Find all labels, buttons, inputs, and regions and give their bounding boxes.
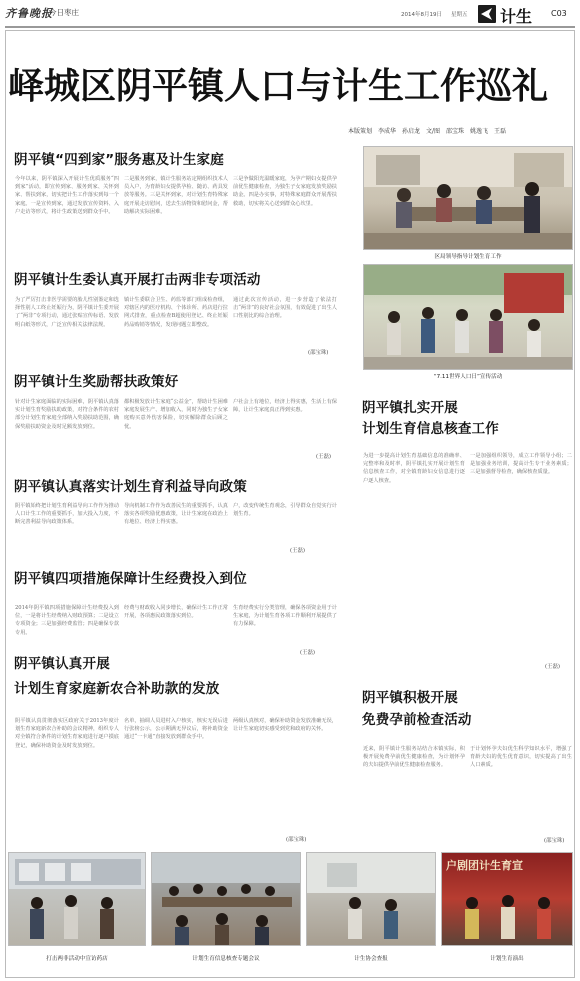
photo-caption: 计生协会查报	[354, 956, 388, 962]
section-name: 计生	[500, 7, 533, 26]
article-title-line1: 阴平镇积极开展	[362, 690, 458, 706]
photo-association	[306, 852, 436, 946]
section-logo-icon	[478, 5, 496, 23]
photo-caption: 区局领导指导计划生育工作	[434, 254, 502, 260]
article-body-col2: 导向机制工作作为改善民生的重要抓手，认真落实各项奖励优惠政策，让计生家庭在政治上有地位、经济上得实惠。	[124, 503, 228, 526]
photo-caption: 计划生育信息核查专题会议	[192, 956, 260, 962]
photo-pharmacy	[8, 852, 146, 946]
photo-caption: “7.11世界人口日”宣传活动	[433, 374, 503, 380]
article-body-col1: 今年以来，阴平镇深入开展计生优质服务“四到家”活动，即宣传到家、服务到家、关怀到家、帮扶到家，切实把计生工作落实到每一个家庭。一是宣传到家，通过发放宣传资料、入户走访等形式，将计生政策送到群众手中。	[15, 176, 119, 215]
article-signature: (邵宝珠)	[308, 350, 329, 356]
article-body-col2: 一是加强组织领导，成立工作领导小组；二是加强业务培训，提高计生专干业务素质；三是加强督导检查，确保核查质量。	[470, 453, 572, 476]
photo-population-day	[363, 264, 573, 370]
page-number: C03	[551, 9, 567, 18]
article-title: 阴平镇“四到家”服务惠及计生家庭	[14, 152, 224, 168]
article-body-col2: 名单，抽调人员进村入户核实，核实无误后进行张榜公示，公示期满无异议后，将补助资金通过“一卡通”直接发放到群众手中。	[124, 718, 228, 741]
paper-name: 齐鲁晚报	[5, 7, 53, 20]
article-signature: (王磊)	[545, 664, 560, 670]
article-body-col3: 三是争做阳光温暖家庭，为孕产期妇女提供孕前优生健康检查，为独生子女家庭发放奖励扶助金。四是办实事，对特殊家庭群众开展帮扶救助，切实将关心送到群众心坎里。	[233, 176, 337, 207]
article-body-col2: 都积极发放计生家庭“公益金”，帮助计生困难家庭发展生产、增加收入，同时为独生子女家庭购买意外伤害保险，切实解除群众后顾之忧。	[124, 399, 228, 430]
article-signature: (王磊)	[290, 548, 305, 554]
article-body-col1: 近来，阴平镇计生服务站结合本镇实际，积极开展免费孕前优生健康检查，为计划怀孕的夫妇提供孕前优生健康检查服务。	[363, 746, 465, 769]
article-body-col1: 为进一步提高计划生育基础信息的准确率、完整率和及时率，阴平镇扎实开展计划生育信息核查工作，对全镇育龄妇女信息进行逐户逐人核查。	[363, 453, 465, 484]
article-title: 阴平镇认真落实计划生育利益导向政策	[14, 479, 247, 495]
article-body-col1: 2014年阴平镇四项措施保障计生经费投入到位，一是将计生经费纳入财政预算；二是设立专项资金；三是加强经费监管；四是确保专款专用。	[15, 605, 119, 636]
photo-caption: 打击两非活动中宣访药店	[46, 956, 108, 962]
banner-text: 户剧团计生育宣	[446, 859, 523, 872]
article-body-col2: 二是服务到家，镇计生服务站定期组织技术人员入户，为育龄妇女提供孕检、随访、药具发放等服务。三是关怀到家，对计划生育特殊家庭开展走访慰问，送去生活物资和慰问金，帮助解决实际困难。	[124, 176, 228, 215]
article-title-line1: 阴平镇扎实开展	[362, 400, 458, 416]
article-body-col1: 针对计生家庭面临的实际困难，阴平镇认真落实计划生育奖励扶助政策，对符合条件的农村部分计划生育家庭全部纳入奖励扶助范围，确保奖励扶助资金及时足额发放到位。	[15, 399, 119, 430]
issue-date: 2014年8月19日	[401, 12, 442, 18]
article-body-col3: 户，改变传统生育观念，引导群众自觉实行计划生育。	[233, 503, 337, 518]
article-signature: (邵宝珠)	[544, 838, 565, 844]
article-title-line2: 免费孕前检查活动	[362, 712, 472, 728]
article-body-col2: 于计划怀孕夫妇优生科学知识水平，增强了育龄夫妇的优生优育意识，切实提高了出生人口素质。	[470, 746, 572, 769]
article-title: 阴平镇计生委认真开展打击两非专项活动	[14, 272, 261, 288]
header-rule	[5, 26, 575, 28]
article-body-col1: 阴平镇始终把计划生育利益导向工作作为推动人口计生工作的重要抓手，加大投入力度，不断完善利益导向政策体系。	[15, 503, 119, 526]
article-title-line2: 计划生育信息核查工作	[362, 421, 499, 437]
masthead	[5, 3, 575, 25]
article-body-col3: 户社会上有地位，经济上得实惠，生活上有保障，让计生家庭真正得到实惠。	[233, 399, 337, 414]
article-title-line2: 计划生育家庭新农合补助款的发放	[14, 681, 220, 697]
article-body-col3: 生育经费实行分类管理，确保各项资金用于计生家庭，为计划生育各项工作顺利开展提供了有力保障。	[233, 605, 337, 628]
article-title-line1: 阴平镇认真开展	[14, 656, 110, 672]
main-headline: 峄城区阴平镇人口与计生工作巡礼	[8, 66, 549, 107]
article-title: 阴平镇计生奖励帮扶政策好	[14, 374, 179, 390]
article-signature: (王磊)	[300, 650, 315, 656]
article-signature: (邵宝珠)	[286, 837, 307, 843]
article-body-col1: 阴平镇认真贯彻落实区政府关于2013年度计划生育家庭新农合补助的会议精神，组织专人对全镇符合条件的计划生育家庭进行逐户摸底登记，确保补助资金及时发放到位。	[15, 718, 119, 749]
photo-info-meeting	[151, 852, 301, 946]
article-body-col3: 两级认真核对，确保补助资金发放准确无误，让计生家庭切实感受到党和政府的关怀。	[233, 718, 337, 733]
photo-performance	[441, 852, 573, 946]
issue-weekday: 星期五	[451, 12, 468, 18]
photo-meeting	[363, 146, 573, 250]
article-title: 阴平镇四项措施保障计生经费投入到位	[14, 571, 247, 587]
section-tag: 今日枣庄	[49, 8, 79, 17]
photo-caption: 计划生育演出	[490, 956, 524, 962]
article-signature: (王磊)	[316, 454, 331, 460]
article-body-col3: 通过此次宣传活动，进一步营造了依法打击“两非”的良好社会氛围，有效促进了出生人口性别比的综合治理。	[233, 297, 337, 320]
article-body-col2: 镇计生委联合卫生、药监等部门组成检查组，对辖区内的医疗机构、个体诊所、药店进行拉网式排查，重点检查B超使用登记、终止妊娠药品购销等情况，发现问题立即整改。	[124, 297, 228, 328]
article-body-col2: 经费与财政收入同步增长，确保计生工作正常开展，各项惠民政策落实到位。	[124, 605, 228, 620]
byline: 本版策划 李成华 孙启龙 文/图 邵宝珠 姚逸飞 王磊	[348, 128, 507, 135]
article-body-col1: 为了严厉打击非医学需要的胎儿性别鉴定和选择性别人工终止妊娠行为，阴平镇计生委开展了“两非”专项行动，通过张贴宣传标语、发放明白纸等形式，广泛宣传相关法律法规。	[15, 297, 119, 328]
